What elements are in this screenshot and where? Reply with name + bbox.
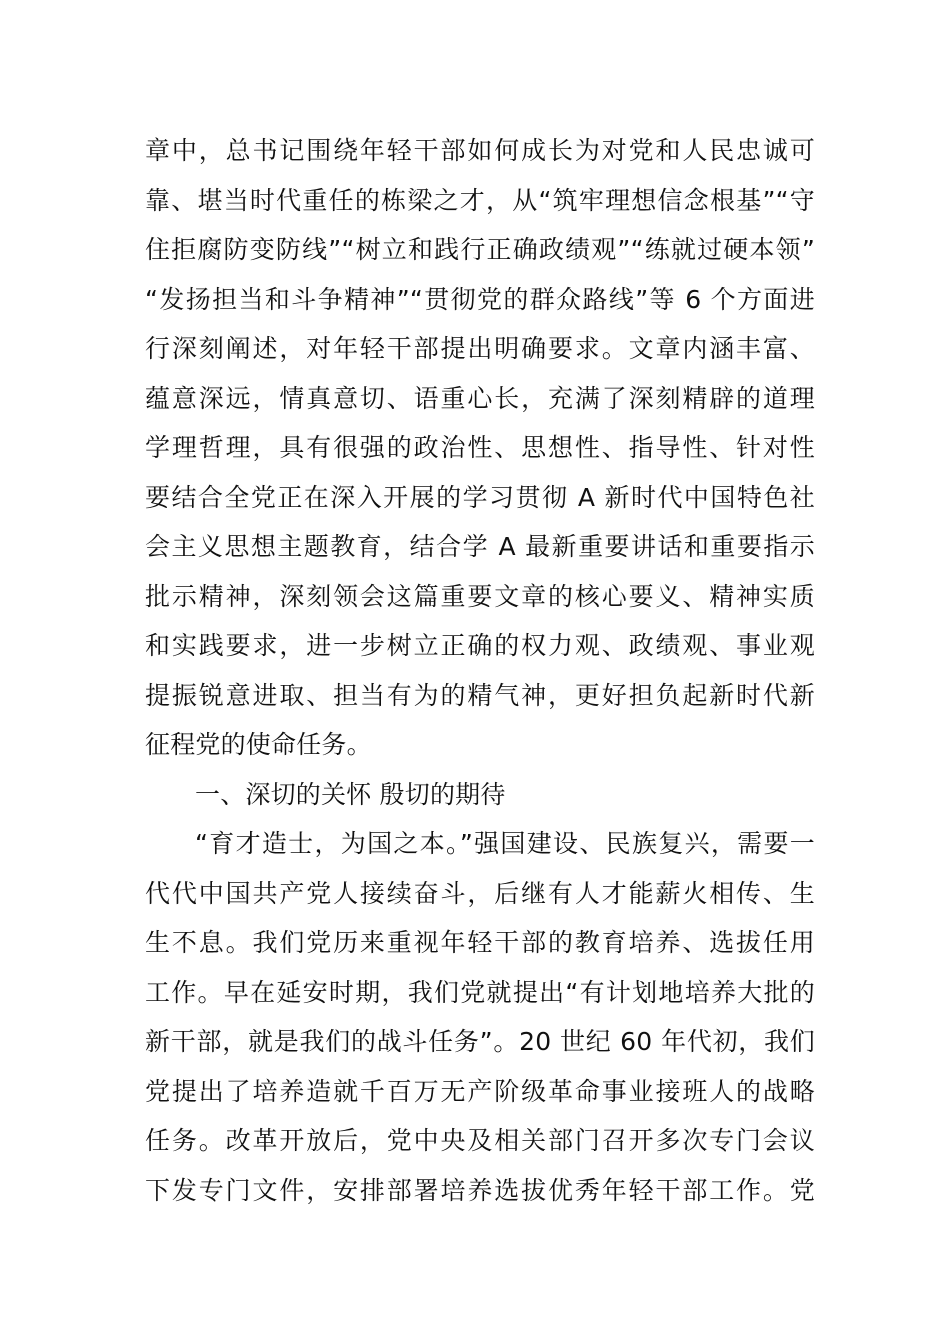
text-line: 住拒腐防变防线”“树立和践行正确政绩观”“练就过硬本领” xyxy=(145,235,815,264)
text-line: 下发专门文件，安排部署培养选拔优秀年轻干部工作。党 xyxy=(145,1175,815,1205)
text-line: “育才造士，为国之本。”强国建设、民族复兴，需要一 xyxy=(195,829,815,858)
body-text xyxy=(145,126,815,1215)
text-line: 章中，总书记围绕年轻干部如何成长为对党和人民忠诚可 xyxy=(145,136,815,165)
text-line: 要结合全党正在深入开展的学习贯彻 A 新时代中国特色社 xyxy=(145,482,815,512)
text-line: 任务。改革开放后，党中央及相关部门召开多次专门会议 xyxy=(145,1126,815,1155)
text-line: “发扬担当和斗争精神”“贯彻党的群众路线”等 6 个方面进 xyxy=(145,284,815,314)
text-line: 会主义思想主题教育，结合学 A 最新重要讲话和重要指示 xyxy=(145,532,815,561)
text-line: 提振锐意进取、担当有为的精气神，更好担负起新时代新 xyxy=(145,680,815,710)
text-line: 生不息。我们党历来重视年轻干部的教育培养、选拔任用 xyxy=(145,928,815,957)
text-line: 工作。早在延安时期，我们党就提出“有计划地培养大批的 xyxy=(145,977,815,1007)
section-heading: 一、深切的关怀 殷切的期待 xyxy=(195,779,506,809)
text-line: 征程党的使命任务。 xyxy=(145,730,372,759)
text-line: 靠、堪当时代重任的栋梁之才，从“筑牢理想信念根基”“守 xyxy=(145,185,815,215)
text-line: 行深刻阐述，对年轻干部提出明确要求。文章内涵丰富、 xyxy=(145,334,815,363)
text-line: 党提出了培养造就千百万无产阶级革命事业接班人的战略 xyxy=(145,1076,815,1106)
text-line: 代代中国共产党人接续奋斗，后继有人才能薪火相传、生 xyxy=(145,878,815,908)
text-line: 新干部，就是我们的战斗任务”。20 世纪 60 年代初，我们 xyxy=(145,1027,815,1056)
text-line: 学理哲理，具有很强的政治性、思想性、指导性、针对性 xyxy=(145,433,815,462)
text-line: 蕴意深远，情真意切、语重心长，充满了深刻精辟的道理 xyxy=(145,383,815,413)
text-line: 批示精神，深刻领会这篇重要文章的核心要义、精神实质 xyxy=(145,581,815,611)
text-line: 和实践要求，进一步树立正确的权力观、政绩观、事业观 xyxy=(145,631,815,660)
